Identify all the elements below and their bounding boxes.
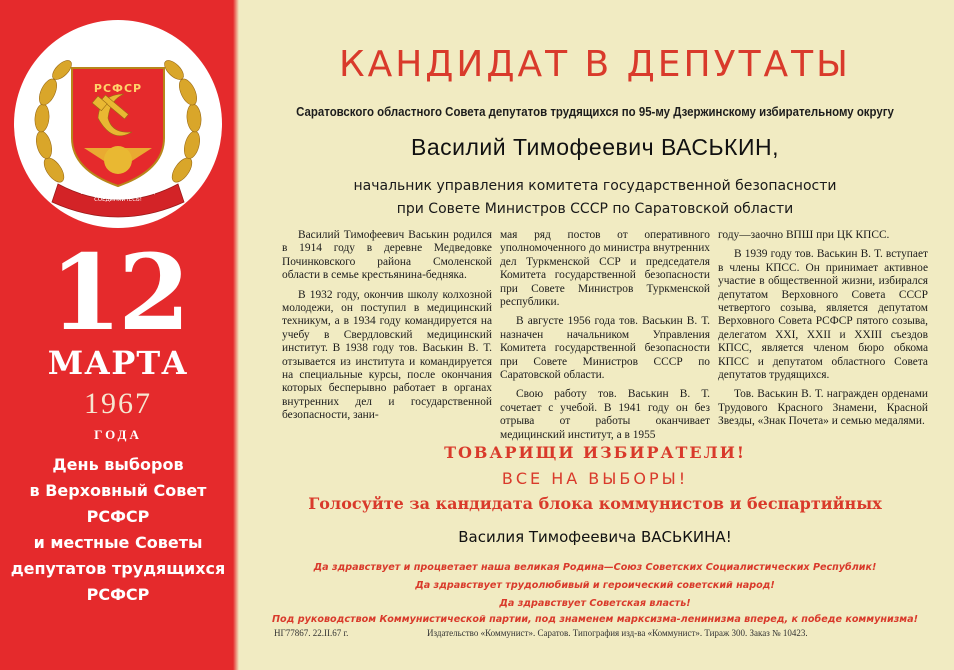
bio-paragraph: мая ряд постов от оперативного уполномоченного до министра внутренних дел Туркменской ССР и председателя Комитета государственной безопасности при Совете Министров Туркменской республики. — [500, 229, 710, 309]
candidate-name: Василий Тимофеевич ВАСЬКИН, — [411, 134, 779, 160]
emblem-title: РСФСР — [93, 82, 143, 95]
imprint-order-code: НГ77867. 22.II.67 г. — [274, 628, 349, 638]
slogan: Да здравствует Советская власть! — [499, 598, 691, 609]
slogan: Да здравствует трудолюбивый и героический советский народ! — [415, 580, 775, 591]
appeal-comrades: ТОВАРИЩИ ИЗБИРАТЕЛИ! — [444, 443, 746, 462]
election-year: 1967 — [84, 387, 152, 420]
election-line: и местные Советы — [33, 533, 203, 552]
bio-paragraph: В 1932 году, окончив школу колхозной молодежи, он поступил в медицинский техникум, а в 1934 году командируется на учебу в Свердловский медицинский институт. В 1938 году тов. Васькин В. Т. отзывается из института и командируется на специальные курсы, после окончания которых бесперывно работает в органах внутренних дел и государственной безопасности, зани- — [282, 288, 492, 422]
election-line: РСФСР — [86, 585, 150, 604]
election-description — [0, 452, 236, 608]
poster-title: КАНДИДАТ В ДЕПУТАТЫ — [339, 44, 851, 85]
left-red-band — [0, 0, 236, 670]
biography-column-3 — [718, 229, 928, 429]
election-line: в Верховный Совет — [29, 481, 207, 500]
emblem-circle — [14, 20, 222, 228]
imprint-publisher: Издательство «Коммунист». Саратов. Типография изд-ва «Коммунист». Тираж 300. Заказ № 10423. — [427, 628, 808, 638]
election-line: депутатов трудящихся — [10, 559, 226, 578]
bio-paragraph: Свою работу тов. Васькин В. Т. сочетает с учебой. В 1941 году он без отрыва от работы оканчивает медицинский институт, а в 1955 — [500, 388, 710, 441]
candidate-position-line1: начальник управления комитета государственной безопасности — [353, 178, 837, 194]
election-month: МАРТА — [47, 344, 189, 382]
election-line: День выборов — [52, 455, 184, 474]
bio-paragraph: В августе 1956 года тов. Васькин В. Т. назначен начальником Управления Комитета государственной безопасности при Совете Министров СССР по Саратовской области. — [500, 315, 710, 382]
bio-paragraph: Тов. Васькин В. Т. награжден орденами Трудового Красного Знамени, Красной Звезды, «Знак Почета» и семью медалями. — [718, 388, 928, 428]
biography-column-1 — [282, 229, 492, 423]
appeal-candidate-name: Василия Тимофеевича ВАСЬКИНА! — [458, 528, 732, 546]
election-day: 12 — [49, 231, 187, 354]
bio-paragraph: Василий Тимофеевич Васькин родился в 1914 году в деревне Медведовке Починковского района Смоленской области в семье крестьянина-бедняка. — [282, 229, 492, 282]
bio-paragraph: году—заочно ВПШ при ЦК КПСС. — [718, 229, 890, 241]
year-word: ГОДА — [94, 427, 142, 442]
election-line: РСФСР — [86, 507, 150, 526]
candidate-position-line2: при Совете Министров СССР по Саратовской области — [396, 201, 794, 217]
appeal-all-vote: ВСЕ НА ВЫБОРЫ! — [501, 469, 689, 488]
bio-paragraph: В 1939 году тов. Васькин В. Т. вступает в члены КПСС. Он принимает активное участие в общественной жизни, избирался депутатом Верховного Совета СССР четвертого созыва, является депутатом Верховного Совета РСФСР пятого созыва, делегатом XXI, XXII и XXIII съездов КПСС, является членом бюро обкома КПСС и депутатом областного Совета депутатов трудящихся. — [718, 248, 928, 382]
appeal-vote-for: Голосуйте за кандидата блока коммунистов и беспартийных — [308, 494, 882, 513]
slogan: Да здравствует и процветает наша великая Родина—Союз Советских Социалистических Республик! — [313, 562, 877, 573]
council-line: Саратовского областного Совета депутатов трудящихся по 95-му Дзержинскому избирательному округу — [296, 104, 894, 119]
biography-column-2 — [500, 229, 710, 442]
emblem-motto: ПРОЛЕТАРИИ ВСЕХ СТРАН, СОЕДИНЯЙТЕСЬ! — [80, 190, 156, 203]
slogan: Под руководством Коммунистической партии, под знаменем марксизма-ленинизма вперед, к победе коммунизма! — [272, 614, 918, 625]
